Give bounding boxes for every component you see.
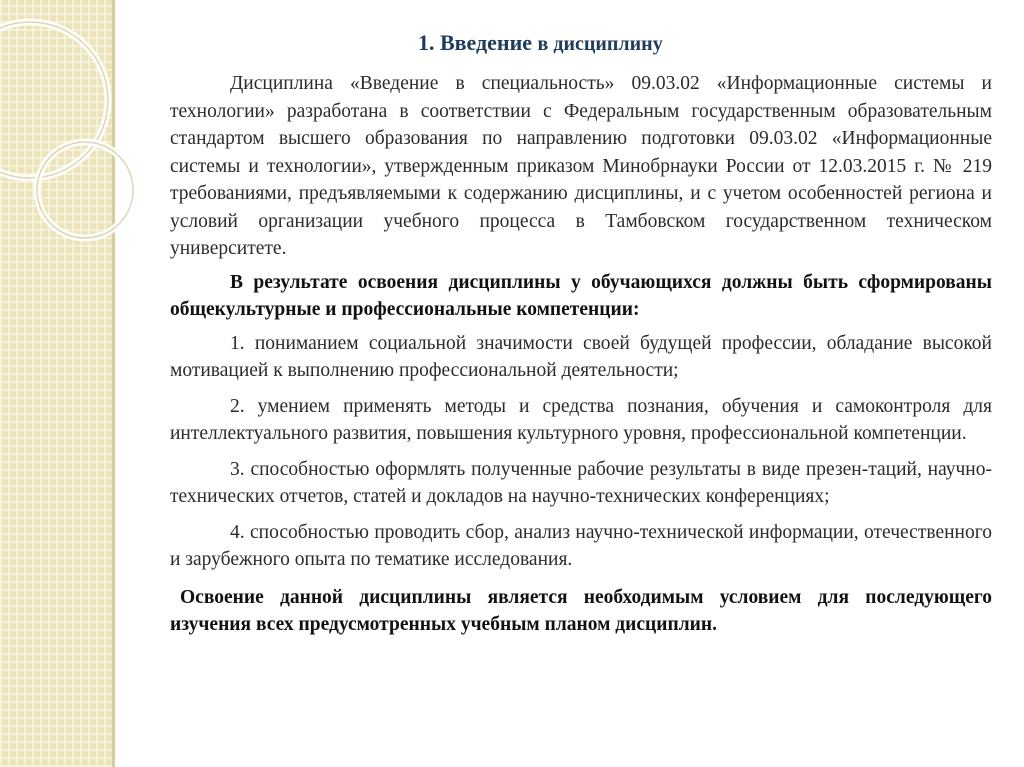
results-heading: В результате освоения дисциплины у обучающихся должны быть сформированы общекультурные и профессиональные компетенции: <box>170 271 992 320</box>
closing-paragraph: Освоение данной дисциплины является необходимым условием для последующего изучения всех предусмотренных учебным планом дисциплин. <box>170 586 992 635</box>
competency-item: 3. способностью оформлять полученные рабочие результаты в виде презен-таций, научно-технических отчетов, статей и докладов на научно-технических конференциях; <box>170 458 992 507</box>
intro-paragraph: Дисциплина «Введение в специальность» 09.03.02 «Информационные системы и технологии» разработана в соответствии с Федеральным государственным образовательным стандартом высшего образования по направлению подготовки 09.03.02 «Информационные системы и технологии», утвержденным приказом Минобрнауки России от 12.03.2015 г. № 219 требованиями, предъявляемыми к содержанию дисциплины, и с учетом особенностей региона и условий организации учебного процесса в Тамбовском государственном техническом университете. <box>170 73 992 259</box>
side-panel-edge <box>112 0 115 767</box>
page-title <box>418 30 663 56</box>
document-body <box>170 70 992 639</box>
competency-item: 1. пониманием социальной значимости своей будущей профессии, обладание высокой мотивацией к выполнению профессиональной деятельности; <box>170 332 992 381</box>
competency-item: 4. способностью проводить сбор, анализ научно-технической информации, отечественного и зарубежного опыта по тематике исследования. <box>170 521 992 570</box>
title-sub: в дисциплину <box>537 33 663 55</box>
decorative-side-panel <box>0 0 112 767</box>
title-main: 1. Введение <box>418 30 533 55</box>
competency-item: 2. умением применять методы и средства познания, обучения и самоконтроля для интеллектуального развития, повышения культурного уровня, профессиональной компетенции. <box>170 395 992 444</box>
